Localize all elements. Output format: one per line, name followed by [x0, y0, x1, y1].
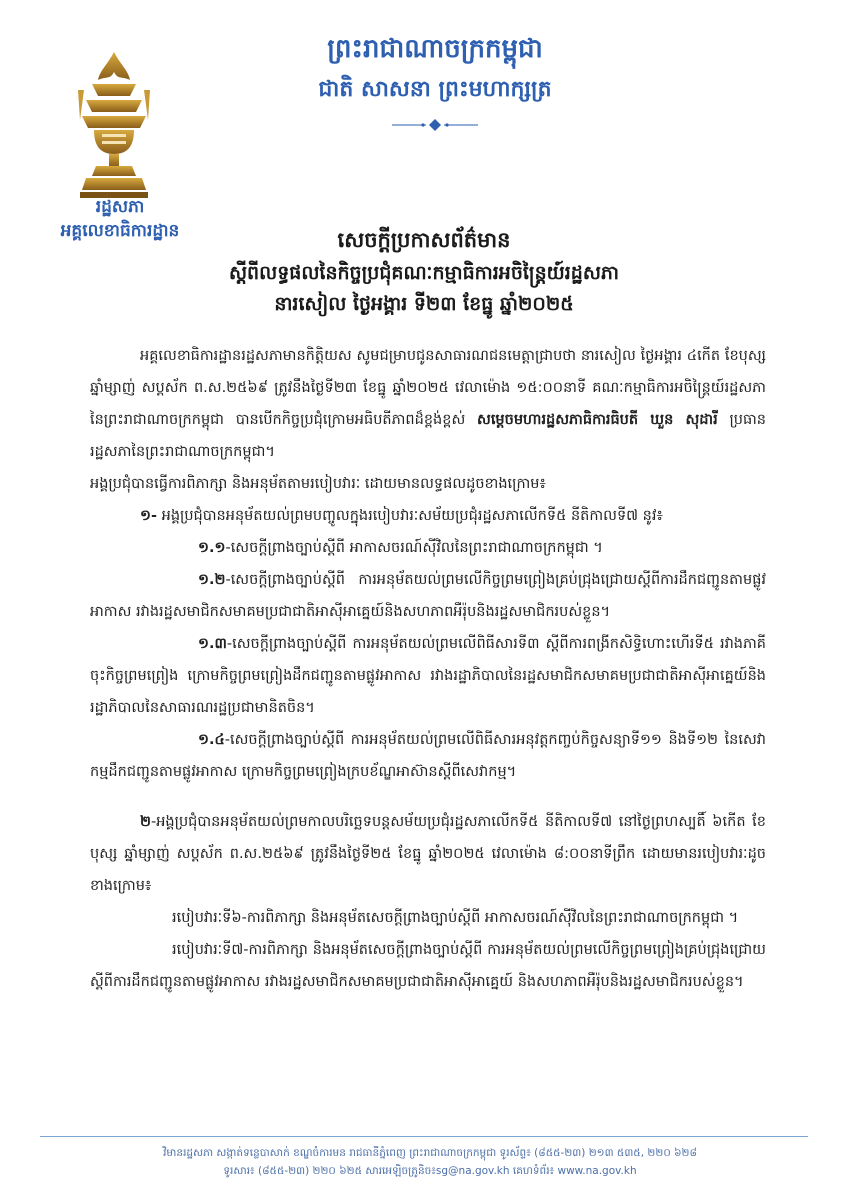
chairperson-name: សម្ដេចមហារដ្ឋសភាធិការធិបតី ឃួន សុដារី: [477, 412, 718, 428]
spacer: [90, 788, 766, 806]
document-body: [90, 340, 766, 998]
national-motto: ជាតិ សាសនា ព្រះមហាក្សត្រ: [318, 76, 552, 102]
intro-text-end: ប្រធានរដ្ឋសភានៃព្រះរាជាណាចក្រកម្ពុជា។: [90, 412, 766, 460]
footer-address: វិមានរដ្ឋសភា សង្កាត់ទន្លេបាសាក់ ខណ្ឌចំការមន រាជធានីភ្នំពេញ ព្រះរាជាណាចក្រកម្ពុជា ទូរស័ព្ទ៖ (៨៥៥-២៣) ២១៣ ៥៣៥, ២២០ ៦២៨: [163, 1147, 697, 1159]
intro-text: អគ្គលេខាធិការដ្ឋានរដ្ឋសភាមានកិត្តិយស សូមជម្រាបជូនសាធារណជនមេត្តាជ្រាបថា នារសៀល ថ្ងៃអង្គារ ៤កើត ខែបុស្ស ឆ្នាំម្សាញ់ សប្តស័ក ព.ស.២៥៦៩ ត្រូវនឹងថ្ងៃទី២៣ ខែធ្នូ ឆ្នាំ២០២៥ វេលាម៉ោង ១៥:០០នាទី គណៈកម្មាធិការអចិន្ត្រៃយ៍រដ្ឋសភានៃព្រះរាជាណាចក្រកម្ពុជា បានបើកកិច្ចប្រជុំក្រោមអធិបតីភាពដ៏ខ្ពង់ខ្ពស់: [90, 348, 766, 428]
agenda-item-6: របៀបវារៈទី៦-ការពិភាក្សា និងអនុម័តសេចក្ដីព្រាងច្បាប់ស្ដីពី អាកាសចរណ៍ស៊ីវិលនៃព្រះរាជាណាចក្រកម្ពុជា ។: [172, 910, 739, 926]
item-text: -អង្គប្រជុំបានអនុម័តយល់ព្រមកាលបរិច្ឆេទបន្តសម័យប្រជុំរដ្ឋសភាលើកទី៥ នីតិកាលទី៧ នៅថ្ងៃព្រហស្បតិ៍ ៦កើត ខែបុស្ស ឆ្នាំម្សាញ់ សប្តស័ក ព.ស.២៥៦៩ ត្រូវនឹងថ្ងៃទី២៥ ខែធ្នូ ឆ្នាំ២០២៥ វេលាម៉ោង ៨:០០នាទីព្រឹក ដោយមានរបៀបវារៈដូចខាងក្រោម៖: [90, 814, 766, 894]
item-number: ១-: [140, 508, 157, 524]
results-intro: អង្គប្រជុំបានធ្វើការពិភាក្សា និងអនុម័តតាមរបៀបវារៈ ដោយមានលទ្ធផលដូចខាងក្រោម៖: [90, 476, 546, 492]
item-text: -សេចក្ដីព្រាងច្បាប់ស្ដីពី ការអនុម័តយល់ព្រមលើកិច្ចព្រមព្រៀងគ្រប់ជ្រុងជ្រោយស្ដីពីការដឹកជញ្ជូនតាមផ្លូវអាកាស រវាងរដ្ឋសមាជិកសមាគមប្រជាជាតិអាស៊ីអាគ្នេយ៍និងសហភាពអឺរ៉ុបនិងរដ្ឋសមាជិករបស់ខ្លួន។: [90, 572, 766, 620]
footer-fax-email-web: ទូរសារ៖ (៨៥៥-២៣) ២២០ ៦២៥ សារអេឡិចត្រូនិច៖sg@na.gov.kh គេហទំព័រ៖ www.na.gov.kh: [223, 1165, 637, 1177]
item-number: ១.៣: [198, 636, 227, 652]
document-title: សេចក្ដីប្រកាសព័ត៌មាន: [337, 227, 511, 252]
footer-contact: [120, 1144, 740, 1180]
org-line-1: រដ្ឋសភា: [95, 197, 145, 217]
document-subtitle: ស្ដីពីលទ្ធផលនៃកិច្ចប្រជុំគណៈកម្មាធិការអចិន្ត្រៃយ៍រដ្ឋសភា: [228, 262, 620, 285]
national-assembly-emblem-icon: [72, 50, 156, 200]
item-1-3: [90, 628, 766, 724]
item-number: ១.២: [198, 572, 226, 588]
agenda-item-7: របៀបវារៈទី៧-ការពិភាក្សា និងអនុម័តសេចក្ដីព្រាងច្បាប់ស្ដីពី ការអនុម័តយល់ព្រមលើកិច្ចព្រមព្រៀងគ្រប់ជ្រុងជ្រោយស្ដីពីការដឹកជញ្ជូនតាមផ្លូវអាកាស រវាងរដ្ឋសមាជិកសមាគមប្រជាជាតិអាស៊ីអាគ្នេយ៍ និងសហភាពអឺរ៉ុបនិងរដ្ឋសមាជិករបស់ខ្លួន។: [90, 942, 766, 990]
item-text: -សេចក្ដីព្រាងច្បាប់ស្ដីពី អាកាសចរណ៍ស៊ីវិលនៃព្រះរាជាណាចក្រកម្ពុជា ។: [225, 540, 603, 556]
document-titles: [150, 226, 698, 322]
item-1-2: [90, 564, 766, 628]
kingdom-heading: ព្រះរាជាណាចក្រកម្ពុជា: [327, 34, 543, 64]
document-date-line: នារសៀល ថ្ងៃអង្គារ ទី២៣ ខែធ្នូ ឆ្នាំ២០២៥: [274, 292, 574, 315]
item-1: [90, 500, 766, 532]
item-1-4: [90, 724, 766, 788]
item-2: [90, 806, 766, 902]
item-text: -សេចក្ដីព្រាងច្បាប់ស្ដីពី ការអនុម័តយល់ព្រមលើពិធីសារអនុវត្តកញ្ចប់កិច្ចសន្យាទី១១ និងទី១២ នៃសេវាកម្មដឹកជញ្ជូនតាមផ្លូវអាកាស ក្រោមកិច្ចព្រមព្រៀងក្របខ័ណ្ឌអាស៊ានស្ដីពីសេវាកម្ម។: [90, 732, 766, 780]
item-text: អង្គប្រជុំបានអនុម័តយល់ព្រមបញ្ចូលក្នុងរបៀបវារៈសម័យប្រជុំរដ្ឋសភាលើកទី៥ នីតិកាលទី៧ នូវ៖: [157, 508, 663, 524]
footer-divider: [40, 1136, 808, 1137]
item-number: ១.៤: [198, 732, 225, 748]
divider-ornament-icon: [392, 118, 478, 132]
item-number: ១.១: [198, 540, 226, 556]
intro-paragraph: [90, 340, 766, 468]
org-line-2: អគ្គលេខាធិការដ្ឋាន: [60, 220, 180, 241]
item-text: -សេចក្ដីព្រាងច្បាប់ស្ដីពី ការអនុម័តយល់ព្រមលើពិធីសារទី៣ ស្ដីពីការពង្រីកសិទ្ធិហោះហើរទី៥ រវាងភាគីចុះកិច្ចព្រមព្រៀង ក្រោមកិច្ចព្រមព្រៀងដឹកជញ្ជូនតាមផ្លូវអាកាស រវាងរដ្ឋាភិបាលនៃរដ្ឋសមាជិកសមាគមប្រជាជាតិអាស៊ីអាគ្នេយ៍និងរដ្ឋាភិបាលនៃសាធារណរដ្ឋប្រជាមានិតចិន។: [90, 636, 766, 716]
item-1-1: [90, 532, 766, 564]
item-number: ២: [140, 814, 151, 830]
